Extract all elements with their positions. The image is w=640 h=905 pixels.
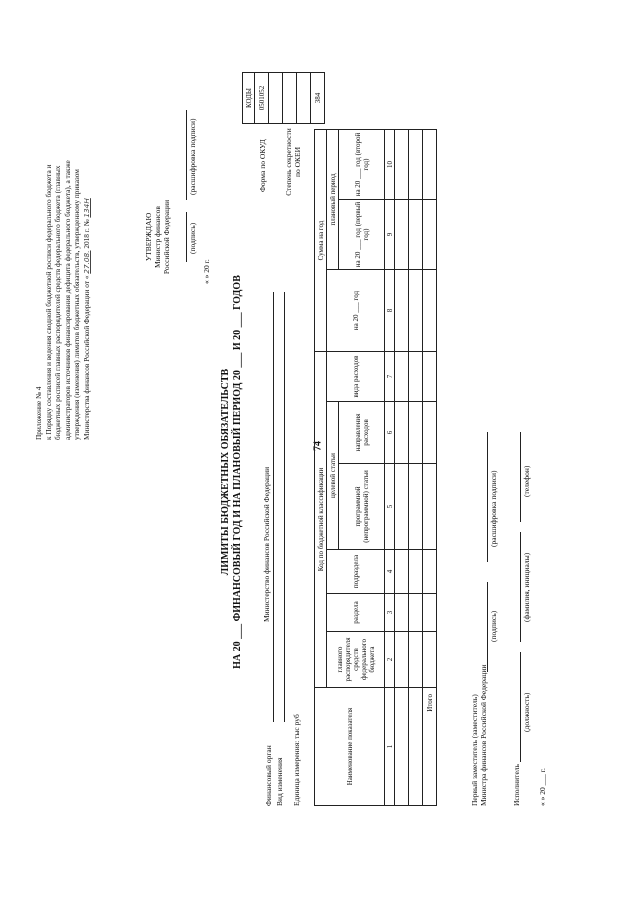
appendix-line-5: утверждения (изменения) лимитов бюджетных обязательств, утвержденному приказом (72, 169, 82, 440)
approve-sign-label: (подпись) (188, 222, 197, 254)
codes-box (242, 72, 325, 124)
appendix-line-1: Приложение № 4 (34, 386, 43, 440)
col-num-7: 7 (385, 352, 395, 402)
document-title (220, 242, 244, 702)
page-number: 74 (312, 441, 324, 451)
col-header-section: раздела (327, 594, 385, 632)
code-blank-3 (297, 73, 311, 124)
rotated-form-page (0, 52, 547, 872)
appendix-note (34, 90, 92, 440)
deputy-sign-line (487, 582, 488, 672)
col-num-6: 6 (385, 402, 395, 464)
col-num-4: 4 (385, 550, 395, 594)
executor-position-line (520, 652, 521, 762)
code-okud: 0501052 (255, 73, 269, 124)
deputy-line-2: Министра финансов Российской Федерации (479, 664, 488, 806)
col-header-grbs: главного распорядителя средств федерального бюджета (327, 632, 385, 688)
limits-table (314, 129, 437, 806)
executor-date-line: « » 20 ___ г. (538, 768, 547, 806)
col-header-expense-type: вида расходов (327, 352, 385, 402)
col-header-first-year: на 20 ___ год (первый год) (339, 200, 385, 270)
approve-sign-line (186, 212, 187, 262)
position-label: (должность) (522, 692, 531, 732)
total-label: Итого (423, 688, 437, 806)
approve-org-1: Министр финансов (153, 206, 162, 268)
appendix-date-prefix: Министерства финансов Российской Федерации от « (81, 275, 91, 440)
appendix-line-4: администраторов источников финансирования дефицита федерального бюджета), а также (62, 160, 72, 440)
code-blank-1 (269, 73, 283, 124)
column-number-row (385, 130, 395, 806)
appendix-date-handwritten: 27.08. (81, 250, 91, 274)
name-label: (фамилия, инициалы) (522, 552, 531, 622)
total-row (423, 130, 437, 806)
col-num-1: 1 (385, 688, 395, 806)
group-header-budget-code: Код по бюджетной классификации (315, 352, 327, 688)
change-type-label: Вид изменения (275, 757, 284, 806)
appendix-date-year: 2018 г. № (81, 219, 91, 249)
col-num-3: 3 (385, 594, 395, 632)
unit-label: Единица измерения: тыс руб (292, 714, 301, 806)
appendix-line-3: бюджетных росписей главных распорядителей средств федерального бюджета (главных (53, 165, 63, 440)
deputy-decode-line (487, 432, 488, 562)
approve-decode-label: (расшифровка подписи) (188, 118, 197, 195)
col-header-year: на 20 ___ год (327, 270, 385, 352)
table-row (409, 130, 423, 806)
col-header-subsection: подраздела (327, 550, 385, 594)
executor-phone-line (520, 432, 521, 522)
col-num-8: 8 (385, 270, 395, 352)
secrecy-label-2: по ОКЕИ (293, 146, 302, 178)
appendix-order-number: 134Н (81, 198, 91, 218)
executor-label: Исполнитель (512, 764, 521, 806)
col-num-2: 2 (385, 632, 395, 688)
col-header-second-year: на 20 ___ год (второй год) (339, 130, 385, 200)
deputy-line-1: Первый заместитель (заместитель) (470, 694, 479, 806)
group-header-plan: плановый период (327, 130, 339, 270)
col-header-name: Наименование показателя (315, 688, 385, 806)
executor-name-line (520, 532, 521, 642)
group-header-sum: Сумма на год (315, 130, 327, 352)
approve-title: УТВЕРЖДАЮ (144, 212, 153, 262)
appendix-line-2: к Порядку составления и ведения сводной бюджетной росписи федерального бюджета и (43, 164, 53, 440)
code-blank-2 (283, 73, 297, 124)
codes-header: КОДЫ (243, 73, 255, 124)
col-header-program: программной (непрограммной) статьи (339, 464, 385, 550)
fin-organ-label: Финансовый орган (264, 745, 273, 806)
code-okei: 384 (311, 73, 325, 124)
secrecy-label-1: Степень секретности (284, 128, 293, 196)
group-header-target: целевой статьи (327, 402, 339, 550)
okud-label: Форма по ОКУД (258, 139, 267, 192)
fin-organ-underline (273, 292, 274, 722)
appendix-line-6 (82, 90, 92, 440)
change-type-underline (284, 292, 285, 722)
approve-decode-line (186, 110, 187, 200)
col-num-10: 10 (385, 130, 395, 200)
document-title-line-2: НА 20 ___ ФИНАНСОВЫЙ ГОД И НА ПЛАНОВЫЙ ПЕРИОД 20 ___ И 20 ___ ГОДОВ (232, 275, 243, 669)
approve-org-2: Российской Федерации (162, 199, 171, 275)
phone-label: (телефон) (522, 465, 531, 497)
table-row (395, 130, 409, 806)
col-num-5: 5 (385, 464, 395, 550)
document-title-line-1: ЛИМИТЫ БЮДЖЕТНЫХ ОБЯЗАТЕЛЬСТВ (220, 368, 231, 576)
col-header-direction: направления расходов (339, 402, 385, 464)
deputy-decode-label: (расшифровка подписи) (489, 470, 498, 547)
fin-organ-value: Министерство финансов Российской Федерации (262, 466, 271, 622)
deputy-sign-label: (подпись) (489, 610, 498, 642)
approve-date-line: « » 20 г. (202, 259, 211, 284)
col-num-9: 9 (385, 200, 395, 270)
